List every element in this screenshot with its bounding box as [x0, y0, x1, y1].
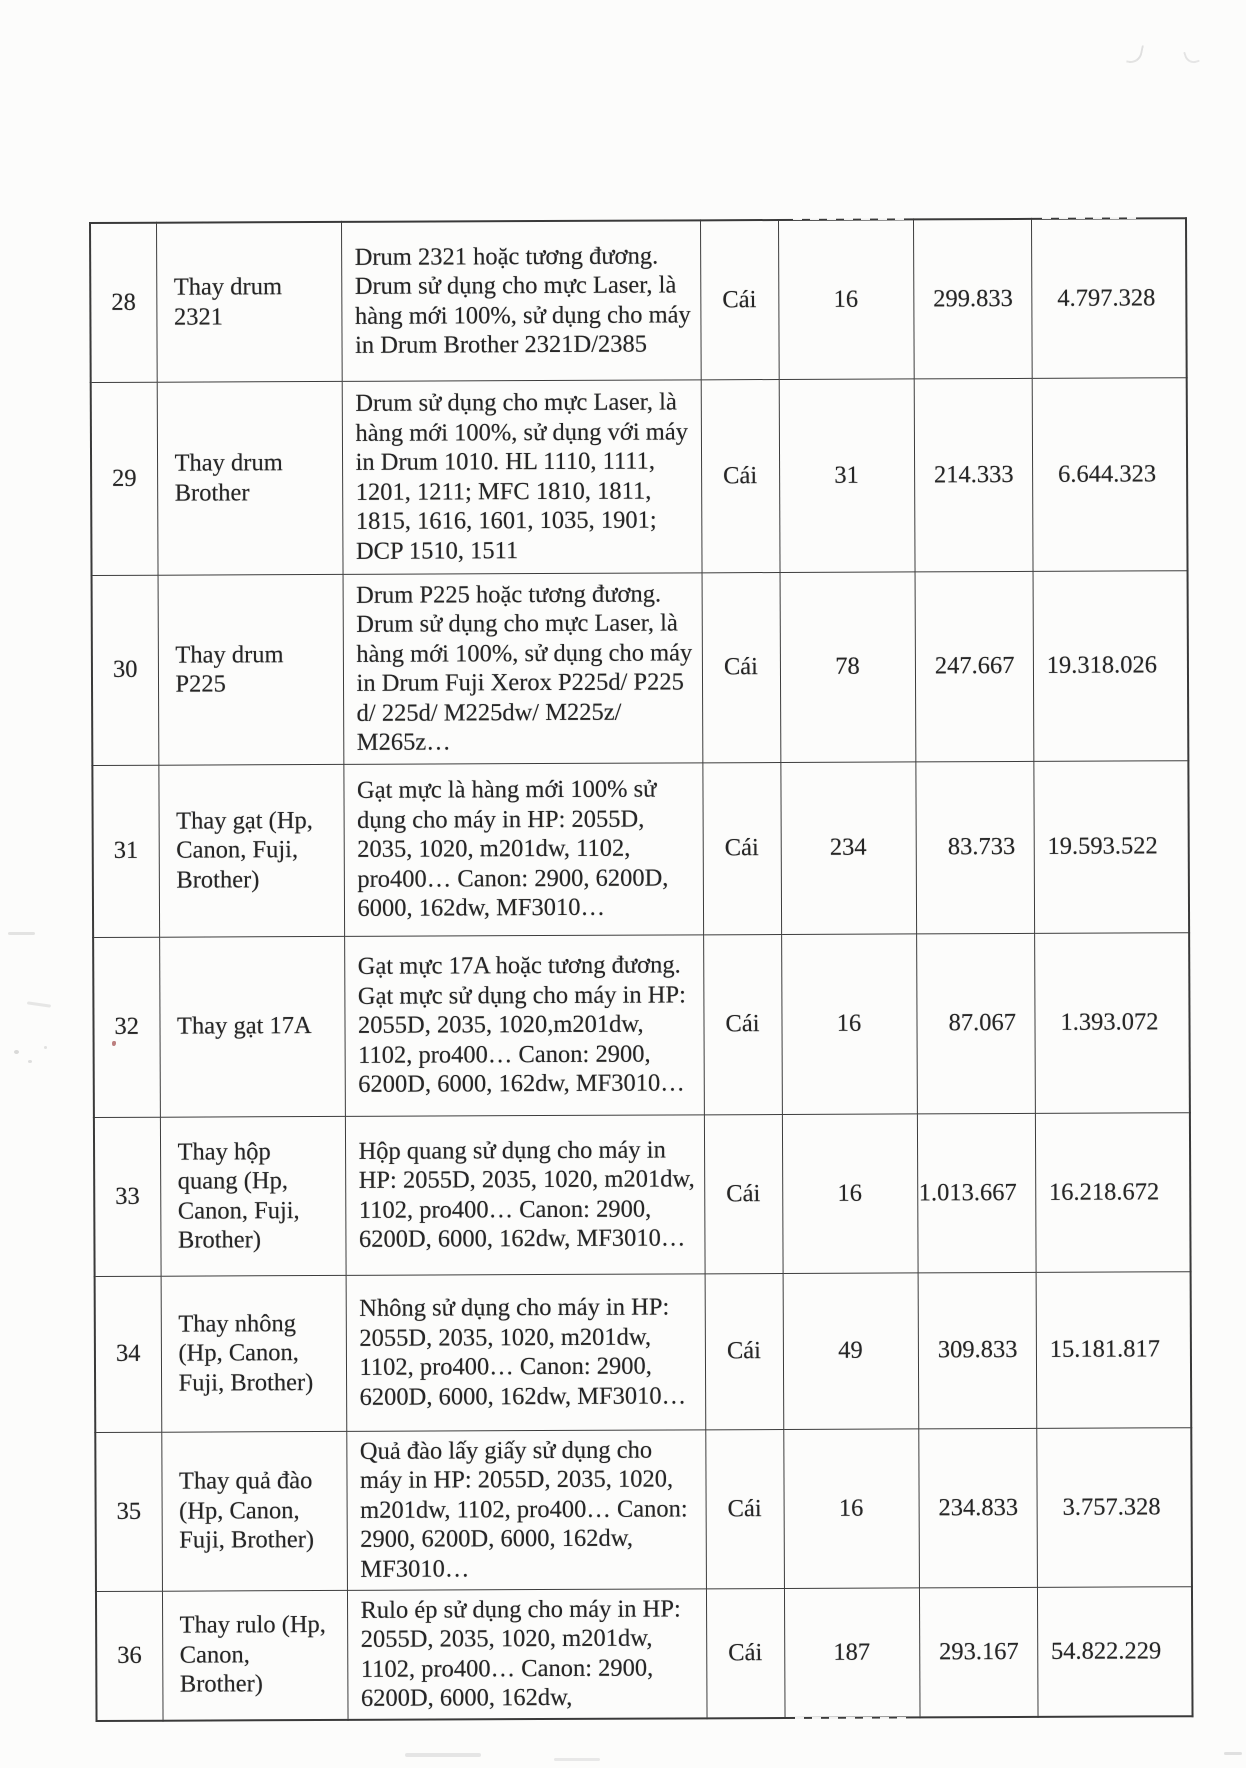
unit-price-cell: 234.833: [918, 1428, 1037, 1588]
stt-cell: 32: [93, 937, 160, 1117]
item-name-cell: Thay nhông (Hp, Canon, Fuji, Brother): [161, 1275, 347, 1432]
item-name-cell: Thay quả đào (Hp, Canon, Fuji, Brother): [161, 1431, 347, 1591]
stt-cell: 28: [90, 223, 157, 382]
total-cell: 3.757.328: [1036, 1427, 1192, 1587]
stt-cell: 34: [95, 1276, 162, 1432]
item-name-cell: Thay gạt 17A: [159, 936, 345, 1117]
unit-cell: Cái: [702, 762, 781, 934]
description-cell: Rulo ép sử dụng cho máy in HP: 2055D, 2035, 1020, m201dw, 1102, pro400… Canon: 2900, 6200D, 6000, 162dw,: [347, 1588, 707, 1719]
table-row: [92, 760, 1189, 937]
stt-cell: 35: [95, 1432, 162, 1591]
description-cell: Gạt mực 17A hoặc tương đương. Gạt mực sử dụng cho máy in HP: 2055D, 2035, 1020,m201dw, 1102, pro400… Canon: 2900, 6200D, 6000, 162dw, MF3010…: [344, 934, 704, 1116]
scan-artifact: [44, 1046, 47, 1049]
item-name-cell: Thay rulo (Hp, Canon, Brother): [162, 1590, 348, 1720]
unit-price-cell: 299.833: [913, 219, 1032, 379]
price-table-body: [90, 218, 1193, 1720]
scan-artifact: [14, 1050, 19, 1054]
quantity-cell: 187: [784, 1587, 920, 1717]
description-cell: Gạt mực là hàng mới 100% sử dụng cho máy in HP: 2055D, 2035, 1020, m201dw, 1102, pro400… Canon: 2900, 6200D, 6000, 162dw, MF3010…: [343, 762, 703, 936]
table-row: [96, 1586, 1193, 1720]
scan-artifact: [1224, 1752, 1242, 1755]
quantity-cell: 49: [783, 1272, 919, 1429]
total-cell: 6.644.323: [1032, 377, 1188, 571]
scan-smudge: [1183, 48, 1200, 65]
stt-cell: 30: [92, 575, 159, 765]
stt-cell: 31: [92, 765, 159, 937]
quantity-cell: 16: [782, 1113, 918, 1273]
item-name-cell: Thay drum 2321: [156, 222, 342, 382]
scan-artifact: [28, 1060, 32, 1063]
description-cell: Drum P225 hoặc tương đương. Drum sử dụng cho mực Laser, là hàng mới 100%, sử dụng cho máy in Drum Fuji Xerox P225d/ P225 d/ 225d/ M225dw/ M225z/ M265z…: [343, 572, 703, 764]
table-row: [95, 1427, 1192, 1591]
quantity-cell: 16: [783, 1428, 919, 1588]
stt-cell: 33: [94, 1117, 161, 1276]
unit-cell: Cái: [700, 220, 779, 379]
table-row: [92, 570, 1189, 765]
total-cell: 19.318.026: [1033, 570, 1189, 761]
table-row: [91, 377, 1188, 575]
description-cell: Drum sử dụng cho mực Laser, là hàng mới 100%, sử dụng với máy in Drum 1010. HL 1110, 1111, 1201, 1211; MFC 1810, 1811, 1815, 1616, 1601, 1035, 1901; DCP 1510, 1511: [342, 379, 702, 574]
stt-cell: 36: [96, 1591, 163, 1721]
unit-cell: Cái: [706, 1588, 785, 1718]
item-name-cell: Thay drum P225: [158, 574, 344, 765]
unit-price-cell: 83.733: [915, 761, 1034, 934]
unit-cell: Cái: [705, 1429, 784, 1588]
price-table-wrap: [89, 217, 1192, 1721]
price-table: [89, 217, 1194, 1721]
scan-artifact: [405, 1753, 481, 1757]
unit-cell: Cái: [705, 1273, 784, 1429]
unit-price-cell: 247.667: [915, 571, 1034, 762]
quantity-cell: 234: [780, 761, 916, 934]
quantity-cell: 16: [781, 933, 917, 1114]
unit-price-cell: 309.833: [918, 1272, 1037, 1429]
table-row: [95, 1271, 1192, 1432]
scan-artifact: [8, 932, 35, 935]
scan-artifact: [554, 1758, 600, 1761]
unit-cell: Cái: [703, 934, 782, 1114]
quantity-cell: 31: [779, 378, 915, 572]
description-cell: Drum 2321 hoặc tương đương. Drum sử dụng cho mực Laser, là hàng mới 100%, sử dụng cho máy in Drum Brother 2321D/2385: [341, 220, 701, 381]
unit-cell: Cái: [704, 1114, 783, 1273]
scan-smudge: [1126, 43, 1144, 65]
table-row: [94, 1112, 1191, 1276]
total-cell: 4.797.328: [1031, 218, 1187, 378]
total-cell: 19.593.522: [1033, 760, 1189, 933]
total-cell: 16.218.672: [1035, 1112, 1191, 1272]
quantity-cell: 16: [778, 219, 914, 379]
description-cell: Quả đào lấy giấy sử dụng cho máy in HP: 2055D, 2035, 1020, m201dw, 1102, pro400… Canon: 2900, 6200D, 6000, 162dw, MF3010…: [346, 1429, 706, 1590]
total-cell: 54.822.229: [1037, 1586, 1193, 1716]
description-cell: Hộp quang sử dụng cho máy in HP: 2055D, 2035, 1020, m201dw, 1102, pro400… Canon: 2900, 6200D, 6000, 162dw, MF3010…: [345, 1114, 705, 1275]
table-row: [90, 218, 1187, 382]
unit-cell: Cái: [701, 379, 780, 572]
item-name-cell: Thay hộp quang (Hp, Canon, Fuji, Brother): [160, 1116, 346, 1276]
stt-cell: 29: [91, 382, 158, 575]
unit-price-cell: 214.333: [914, 378, 1033, 572]
unit-price-cell: 1.013.667: [917, 1113, 1036, 1273]
item-name-cell: Thay gạt (Hp, Canon, Fuji, Brother): [158, 764, 344, 937]
total-cell: 15.181.817: [1036, 1271, 1192, 1428]
unit-cell: Cái: [702, 572, 781, 762]
quantity-cell: 78: [780, 571, 916, 762]
table-row: [93, 932, 1190, 1117]
description-cell: Nhông sử dụng cho máy in HP: 2055D, 2035, 1020, m201dw, 1102, pro400… Canon: 2900, 6200D, 6000, 162dw, MF3010…: [346, 1273, 706, 1431]
scan-artifact: [27, 1001, 51, 1007]
item-name-cell: Thay drum Brother: [157, 381, 343, 575]
unit-price-cell: 293.167: [919, 1587, 1038, 1717]
unit-price-cell: 87.067: [916, 933, 1035, 1114]
total-cell: 1.393.072: [1034, 932, 1190, 1113]
